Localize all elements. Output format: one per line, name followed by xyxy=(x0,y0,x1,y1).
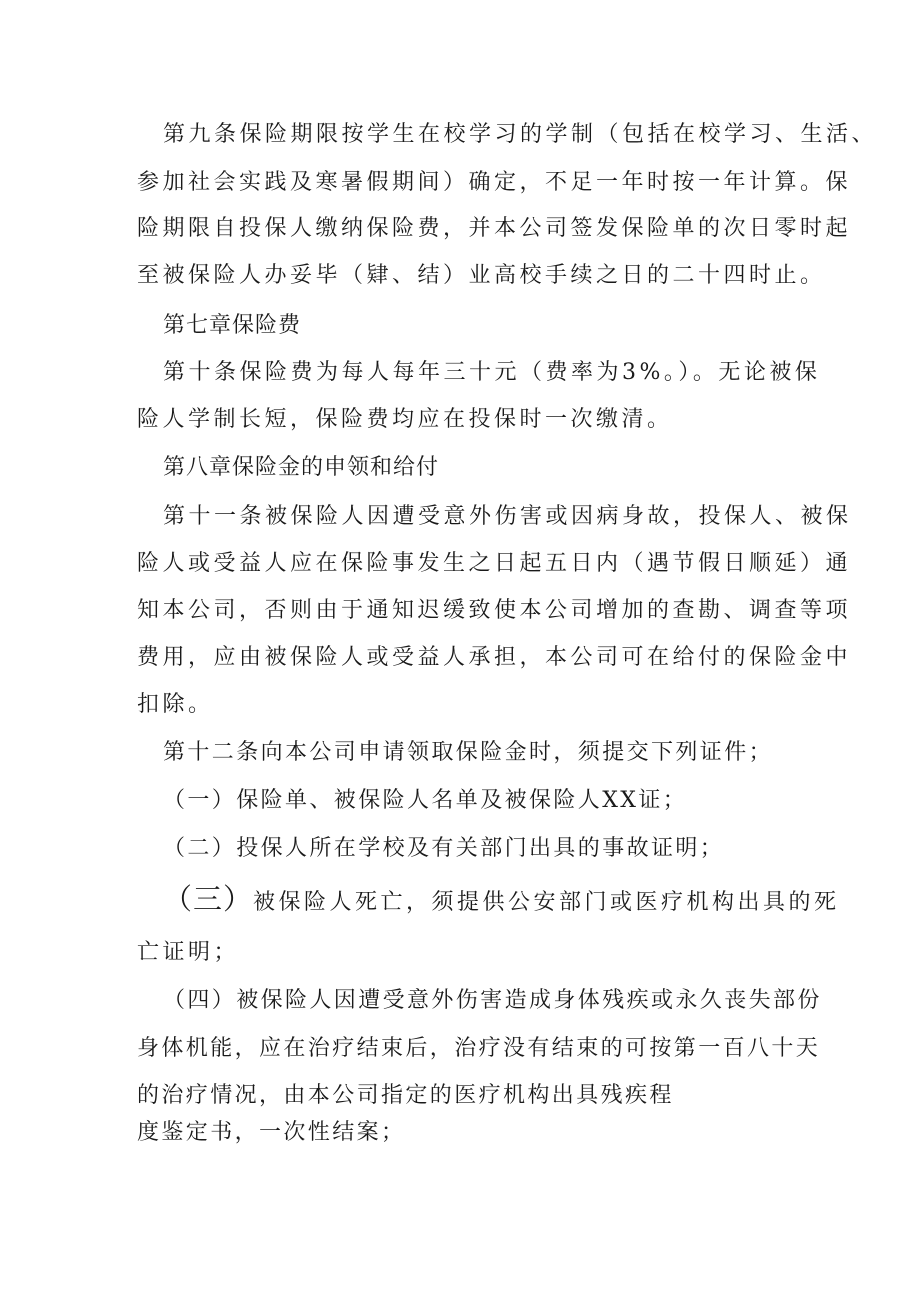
item-2: （二）投保人所在学校及有关部门出具的事故证明； xyxy=(163,836,725,861)
item-3-marker: （三） xyxy=(163,882,254,916)
item-3-text: 被保险人死亡，须提供公安部门或医疗机构出具的死 xyxy=(253,890,840,915)
article-11-line-5: 扣除。 xyxy=(137,692,214,717)
article-11-line-2: 险人或受益人应在保险事发生之日起五日内（遇节假日顺延）通 xyxy=(137,551,852,576)
item-4-line-4: 度鉴定书，一次性结案； xyxy=(137,1120,406,1145)
article-11-line-3: 知本公司，否则由于通知迟缓致使本公司增加的查勘、调查等项 xyxy=(137,598,852,623)
article-9-line-3: 险期限自投保人缴纳保险费，并本公司签发保险单的次日零时起 xyxy=(137,216,852,241)
item-4-line-1: （四）被保险人因遭受意外伤害造成身体残疾或永久丧失部份 xyxy=(163,988,822,1013)
item-1: （一）保险单、被保险人名单及被保险人XX证； xyxy=(163,788,688,813)
article-9-line-1: 第九条保险期限按学生在校学习的学制（包括在校学习、生活、 xyxy=(163,122,878,147)
item-4-line-3: 的治疗情况，由本公司指定的医疗机构出具残疾程 xyxy=(137,1083,674,1108)
chapter-7-title: 第七章保险费 xyxy=(163,313,302,338)
item-3-line-1 xyxy=(163,882,840,918)
chapter-8-title: 第八章保险金的申领和给付 xyxy=(163,455,440,480)
article-10-line-2: 险人学制长短，保险费均应在投保时一次缴清。 xyxy=(137,407,673,432)
item-3-line-2: 亡证明； xyxy=(137,940,240,965)
article-10-line-1: 第十条保险费为每人每年三十元（费率为3%。）。无论被保 xyxy=(163,360,821,385)
article-12: 第十二条向本公司申请领取保险金时，须提交下列证件； xyxy=(163,740,774,765)
article-11-line-1: 第十一条被保险人因遭受意外伤害或因病身故，投保人、被保 xyxy=(163,504,852,529)
article-9-line-4: 至被保险人办妥毕（肄、结）业高校手续之日的二十四时止。 xyxy=(137,263,826,288)
article-11-line-4: 费用，应由被保险人或受益人承担，本公司可在给付的保险金中 xyxy=(137,645,852,670)
item-4-line-2: 身体机能，应在治疗结束后，治疗没有结束的可按第一百八十天 xyxy=(137,1036,821,1061)
article-9-line-2: 参加社会实践及寒暑假期间）确定，不足一年时按一年计算。保 xyxy=(137,170,852,195)
